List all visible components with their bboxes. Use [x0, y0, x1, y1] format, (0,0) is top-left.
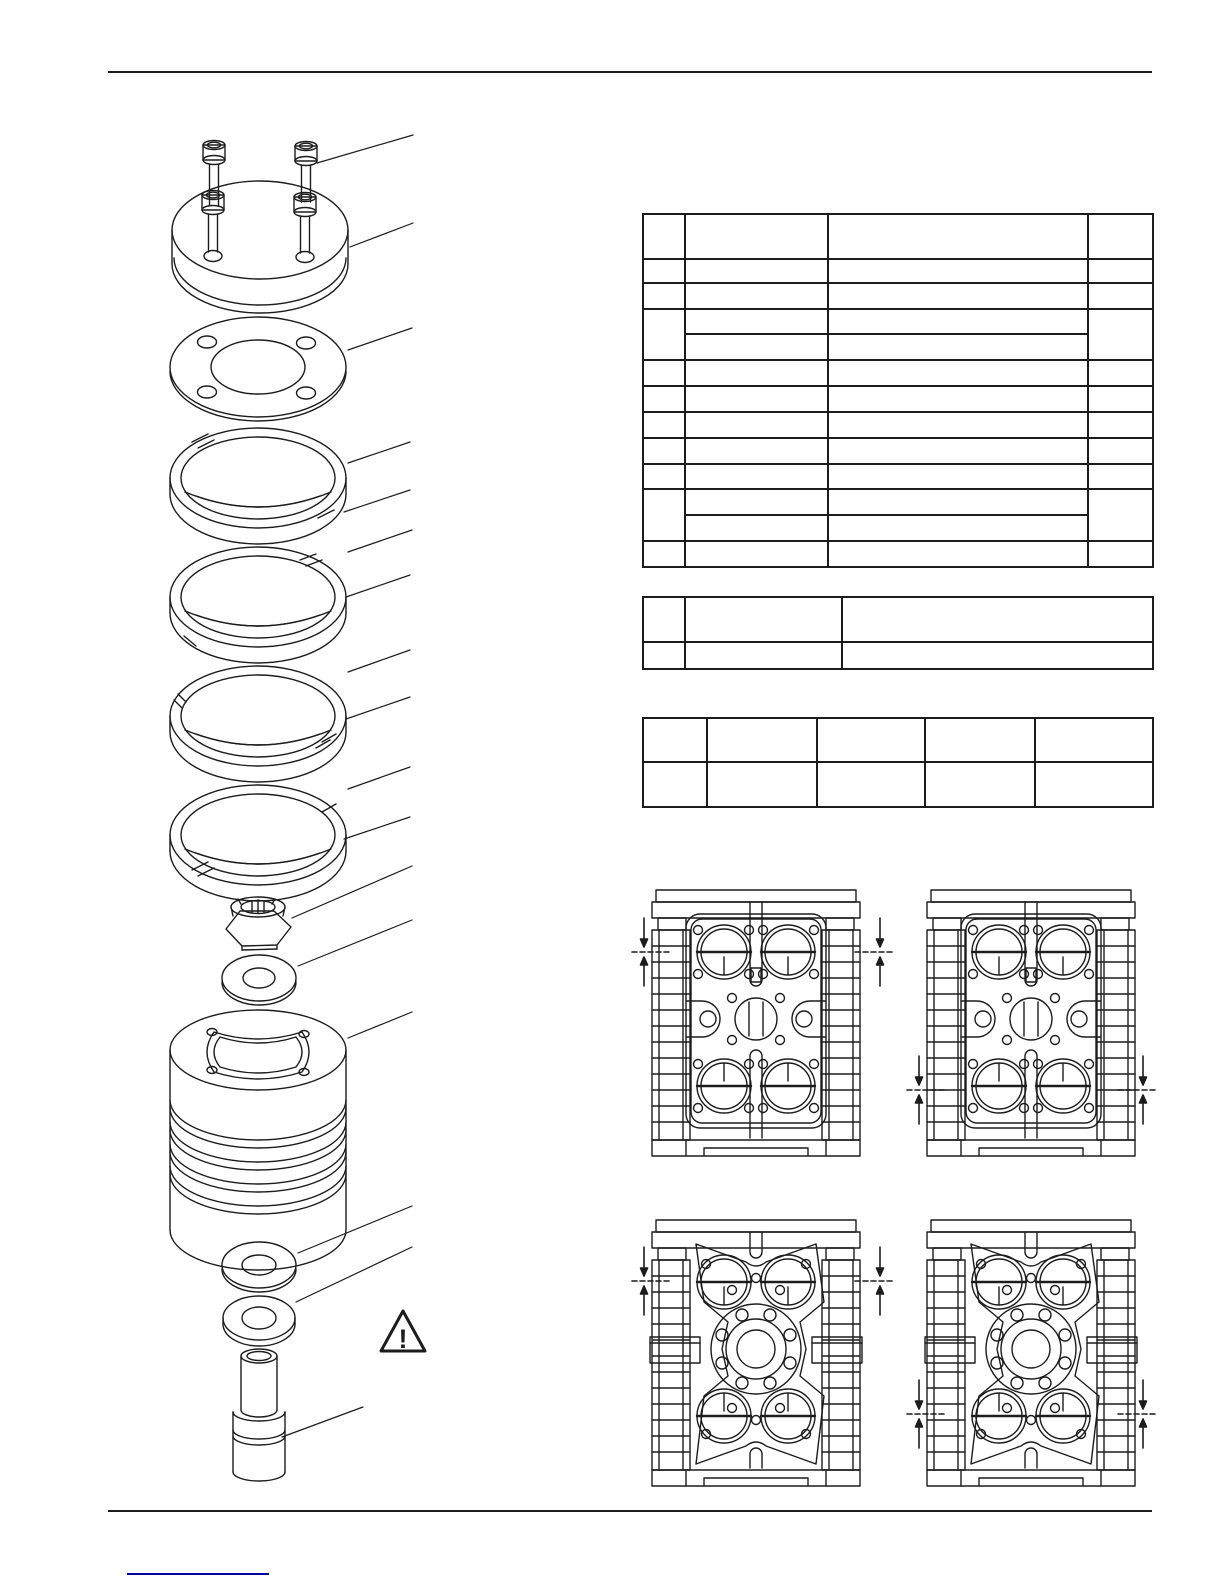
manifold-view-bottom-right — [925, 1220, 1137, 1486]
table-cell — [643, 360, 685, 386]
table-cell — [643, 412, 685, 438]
table-cell — [685, 464, 828, 489]
table-cell — [1088, 464, 1153, 489]
table-cell — [1088, 360, 1153, 386]
table-cell — [685, 259, 828, 283]
table-cell — [643, 718, 707, 762]
table-cell — [1035, 718, 1153, 762]
table-cell — [685, 541, 828, 567]
piston-body — [170, 1010, 346, 1270]
table-cell — [828, 283, 1088, 309]
table-cell — [828, 214, 1088, 259]
piston-ring-stack — [170, 428, 346, 901]
spec-table — [642, 717, 1154, 808]
table-cell — [842, 642, 1153, 669]
warning-icon — [381, 1311, 425, 1354]
washer-lower-thin — [222, 1242, 296, 1292]
table-cell — [817, 718, 925, 762]
table-cell — [1088, 438, 1153, 464]
table-cell — [643, 283, 685, 309]
table-cell — [1088, 259, 1153, 283]
table-cell — [685, 360, 828, 386]
table-cell — [643, 309, 685, 360]
table-cell — [828, 309, 1088, 334]
manifold-view-bottom-left — [650, 1220, 862, 1486]
bottom-rule — [108, 1510, 1152, 1512]
table-cell — [1035, 762, 1153, 807]
table-cell — [842, 597, 1153, 642]
table-cell — [685, 597, 842, 642]
table-cell — [828, 464, 1088, 489]
washer-lower-thick — [223, 1296, 295, 1346]
table-cell — [707, 762, 817, 807]
table-cell — [1088, 541, 1153, 567]
table-cell — [1088, 412, 1153, 438]
footnote-rule — [127, 1573, 269, 1575]
table-cell — [685, 412, 828, 438]
table-cell — [828, 541, 1088, 567]
table-cell — [685, 438, 828, 464]
warning-glyph: ! — [398, 1324, 408, 1354]
table-cell — [685, 334, 828, 360]
table-cell — [1088, 214, 1153, 259]
table-cell — [828, 386, 1088, 412]
table-cell — [1088, 489, 1153, 541]
table-cell — [828, 515, 1088, 541]
table-cell — [707, 718, 817, 762]
table-cell — [925, 718, 1035, 762]
table-cell — [643, 386, 685, 412]
table-cell — [1088, 283, 1153, 309]
table-cell — [1088, 386, 1153, 412]
table-cell — [685, 489, 828, 515]
table-cell — [643, 597, 685, 642]
table-cell — [643, 214, 685, 259]
table-cell — [828, 360, 1088, 386]
leader-lines — [282, 135, 413, 1437]
table-cell — [1088, 309, 1153, 360]
table-cell — [643, 438, 685, 464]
spacer-sleeve — [233, 1349, 285, 1481]
manifold-view-top-left — [652, 890, 860, 1156]
table-cell — [685, 214, 828, 259]
table-cell — [828, 259, 1088, 283]
table-cell — [685, 642, 842, 669]
table-cell — [828, 438, 1088, 464]
table-cell — [685, 309, 828, 334]
top-plate — [172, 181, 348, 313]
table-cell — [643, 762, 707, 807]
table-cell — [685, 283, 828, 309]
table-cell — [817, 762, 925, 807]
table-cell — [643, 489, 685, 541]
manifold-view-top-right — [927, 890, 1135, 1156]
table-cell — [685, 515, 828, 541]
table-cell — [685, 386, 828, 412]
parts-table — [642, 213, 1154, 568]
exploded-piston-diagram — [170, 135, 425, 1481]
table-cell — [643, 259, 685, 283]
washer-upper — [222, 955, 296, 1005]
note-table — [642, 596, 1154, 670]
gasket — [170, 317, 346, 421]
hex-nut — [226, 897, 291, 950]
table-cell — [828, 334, 1088, 360]
table-cell — [643, 541, 685, 567]
table-cell — [925, 762, 1035, 807]
table-cell — [643, 464, 685, 489]
table-cell — [643, 642, 685, 669]
cap-screws — [202, 141, 317, 254]
table-cell — [828, 489, 1088, 515]
table-cell — [828, 412, 1088, 438]
